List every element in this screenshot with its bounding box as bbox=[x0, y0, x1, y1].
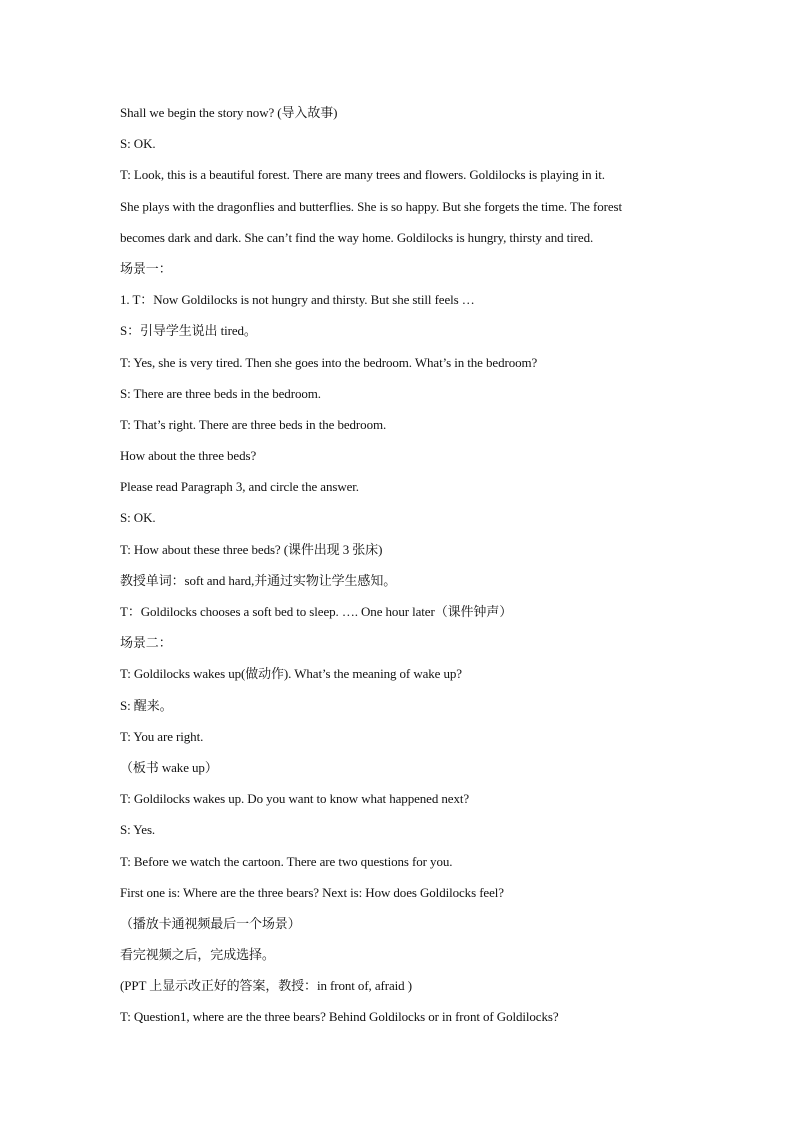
text-line: S: OK. bbox=[120, 510, 156, 526]
text-line: 场景一： bbox=[120, 260, 172, 276]
text-line: S: Yes. bbox=[120, 822, 156, 838]
text-line: T: Before we watch the cartoon. There are two questions for you. bbox=[120, 853, 453, 869]
text-line: T: Goldilocks wakes up. Do you want to know what happened next? bbox=[120, 791, 470, 807]
text-line: 看完视频之后，完成选择。 bbox=[120, 947, 275, 963]
document-body bbox=[120, 97, 680, 1033]
text-line: S：引导学生说出 tired。 bbox=[120, 323, 257, 339]
text-line: She plays with the dragonflies and butterflies. She is so happy. But she forgets the time. The forest bbox=[120, 198, 622, 214]
text-line: First one is: Where are the three bears? Next is: How does Goldilocks feel? bbox=[120, 884, 504, 900]
text-line: （播放卡通视频最后一个场景） bbox=[120, 915, 301, 931]
text-line: T: How about these three beds? (课件出现 3 张床) bbox=[120, 541, 383, 557]
text-line: 教授单词：soft and hard,并通过实物让学生感知。 bbox=[120, 572, 397, 588]
text-line: becomes dark and dark. She can’t find the way home. Goldilocks is hungry, thirsty and tired. bbox=[120, 229, 594, 245]
text-line: 1. T：Now Goldilocks is not hungry and thirsty. But she still feels … bbox=[120, 292, 475, 308]
text-line: (PPT 上显示改正好的答案，教授：in front of, afraid ) bbox=[120, 978, 412, 994]
text-line: S: 醒来。 bbox=[120, 697, 173, 713]
text-line: T：Goldilocks chooses a soft bed to sleep. …. One hour later（课件钟声） bbox=[120, 604, 513, 619]
text-line: 场景二： bbox=[120, 635, 172, 651]
text-line: Please read Paragraph 3, and circle the answer. bbox=[120, 479, 359, 495]
text-line: T: That’s right. There are three beds in the bedroom. bbox=[120, 416, 387, 432]
text-line: T: Yes, she is very tired. Then she goes into the bedroom. What’s in the bedroom? bbox=[120, 354, 538, 370]
text-line: T: You are right. bbox=[120, 728, 204, 744]
text-line: S: There are three beds in the bedroom. bbox=[120, 385, 321, 401]
text-line: Shall we begin the story now? (导入故事) bbox=[120, 105, 338, 120]
text-line: T: Look, this is a beautiful forest. There are many trees and flowers. Goldilocks is playing in it. bbox=[120, 167, 605, 183]
text-line: T: Question1, where are the three bears? Behind Goldilocks or in front of Goldilocks? bbox=[120, 1009, 559, 1025]
text-line: S: OK. bbox=[120, 136, 156, 152]
text-line: T: Goldilocks wakes up(做动作). What’s the meaning of wake up? bbox=[120, 666, 462, 682]
text-line: （板书 wake up） bbox=[120, 759, 218, 775]
text-line: How about the three beds? bbox=[120, 448, 257, 464]
